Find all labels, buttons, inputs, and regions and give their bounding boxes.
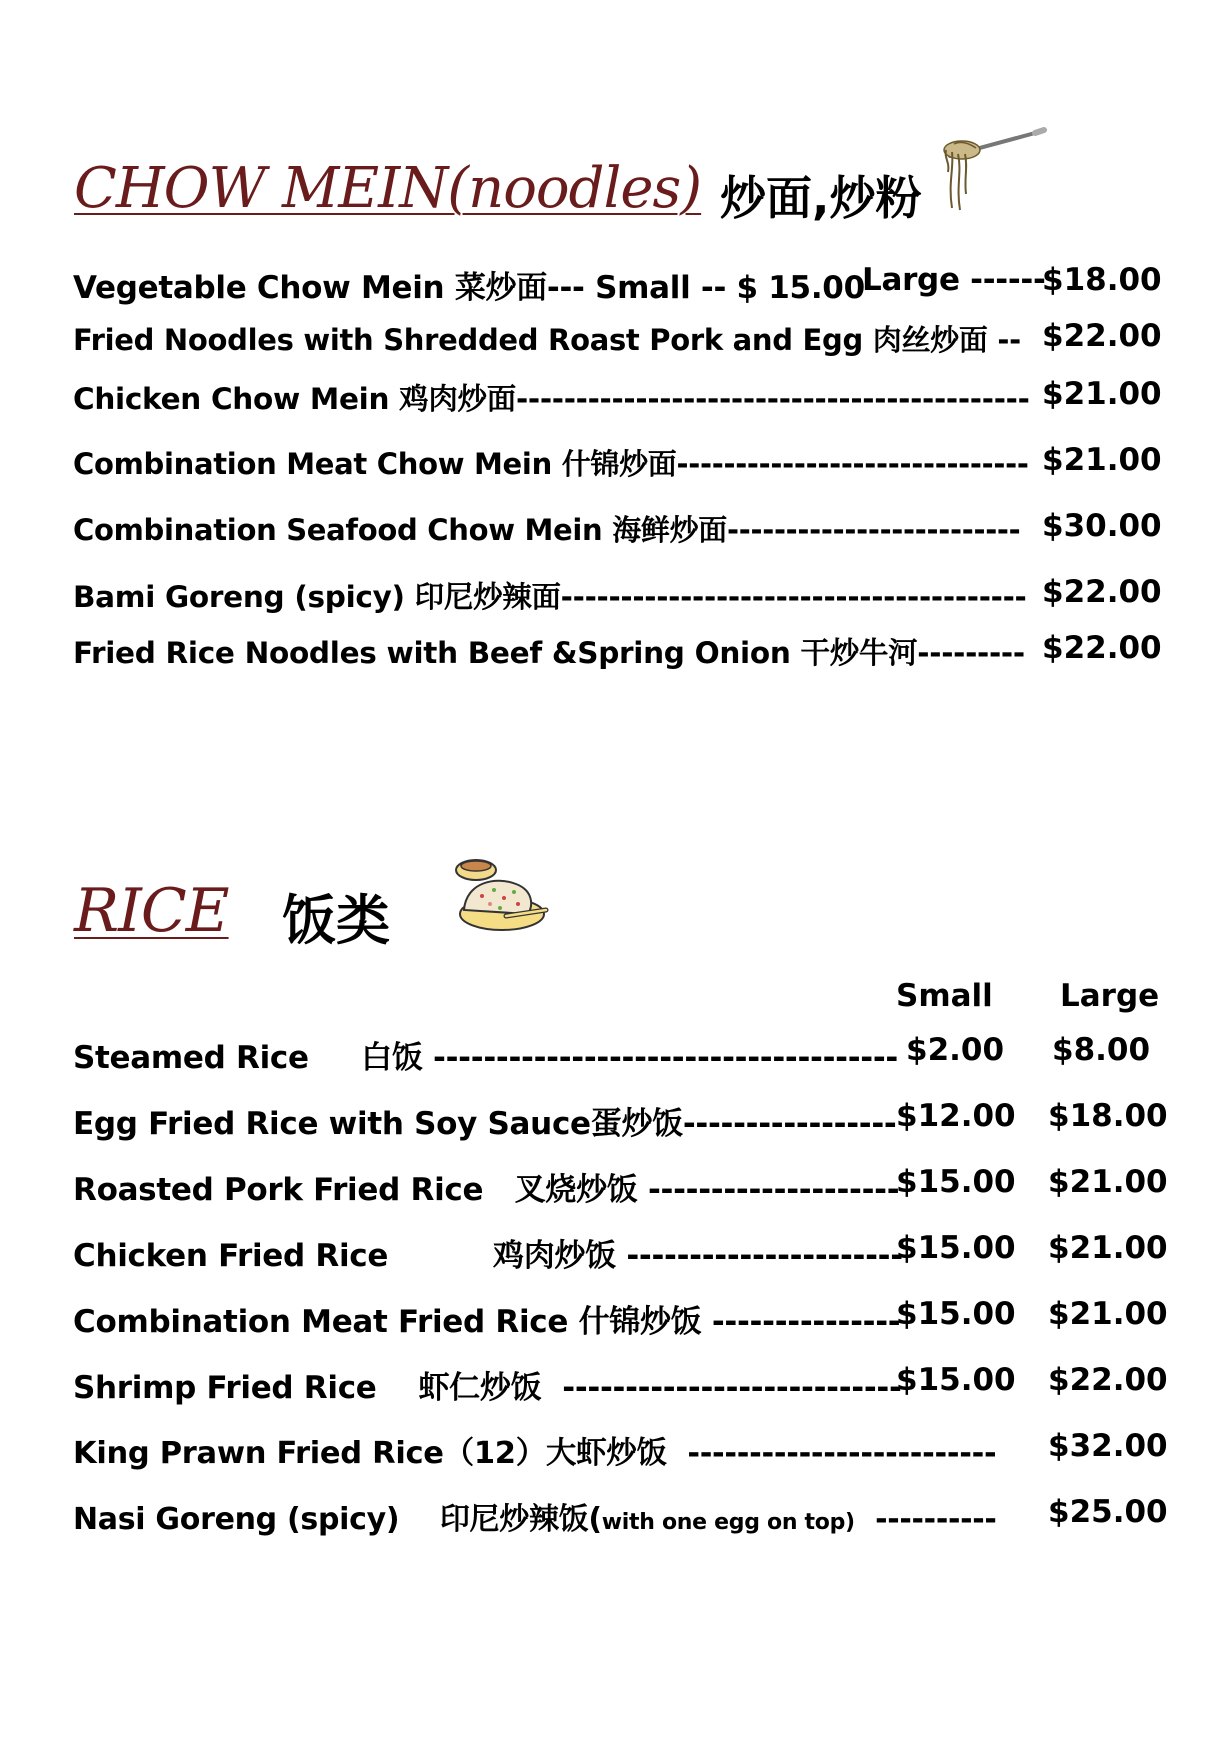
price-small: $15.00: [896, 1362, 1016, 1398]
price-large: $21.00: [1048, 1296, 1168, 1332]
list-item: Shrimp Fried Rice 虾仁炒饭 ---------------------------: [73, 1370, 902, 1406]
list-item-extra: Large ------: [862, 262, 1046, 298]
column-header-large: Large: [1060, 978, 1160, 1014]
list-item-price: $22.00: [1042, 630, 1162, 666]
list-item: Fried Rice Noodles with Beef &Spring Onion 干炒牛河---------: [73, 636, 1025, 670]
price-small: $15.00: [896, 1164, 1016, 1200]
rice-title: RICE: [74, 876, 229, 946]
list-item: Combination Meat Chow Mein 什锦炒面------------------------------: [73, 447, 1029, 481]
rice-title-cn: 饭类: [282, 889, 390, 952]
price-large: $8.00: [1052, 1032, 1151, 1068]
price-small: $12.00: [896, 1098, 1016, 1134]
noodle-fork-icon: [940, 128, 1040, 218]
list-item: [73, 1494, 997, 1538]
list-item: Bami Goreng (spicy) 印尼炒辣面---------------------------------------: [73, 580, 1027, 614]
list-item: Vegetable Chow Mein 菜炒面--- Small -- $ 15.00: [73, 270, 865, 306]
list-item: Chicken Chow Mein 鸡肉炒面-------------------------------------------: [73, 382, 1030, 416]
list-item-price: $18.00: [1042, 262, 1162, 298]
price-large: $22.00: [1048, 1362, 1168, 1398]
list-item: Steamed Rice 白饭 -------------------------------------: [73, 1040, 899, 1076]
list-item-note: with one egg on top): [601, 1510, 855, 1535]
chow-mein-title: CHOW MEIN(noodles): [74, 156, 702, 221]
list-item-price: $22.00: [1042, 574, 1162, 610]
list-item: Egg Fried Rice with Soy Sauce蛋炒饭-----------------: [73, 1106, 897, 1142]
list-item-price: $22.00: [1042, 318, 1162, 354]
list-item-price: $21.00: [1042, 442, 1162, 478]
price-large: $21.00: [1048, 1164, 1168, 1200]
price-small: $15.00: [896, 1296, 1016, 1332]
price-small: $15.00: [896, 1230, 1016, 1266]
list-item: Roasted Pork Fried Rice 叉烧炒饭 --------------------: [73, 1172, 900, 1208]
list-item-dashes: ----------: [854, 1502, 997, 1537]
list-item-price: $21.00: [1042, 376, 1162, 412]
list-item: Chicken Fried Rice 鸡肉炒饭 ----------------------: [73, 1238, 903, 1274]
chow-mein-title-cn: 炒面,炒粉: [720, 171, 922, 225]
price-small: $2.00: [906, 1032, 1005, 1068]
price-large: $25.00: [1048, 1494, 1168, 1530]
list-item-price: $30.00: [1042, 508, 1162, 544]
list-item: King Prawn Fried Rice（12）大虾炒饭 -------------------------: [73, 1436, 997, 1471]
price-large: $21.00: [1048, 1230, 1168, 1266]
list-item: Fried Noodles with Shredded Roast Pork and Egg 肉丝炒面 --: [73, 323, 1021, 357]
list-item: Combination Meat Fried Rice 什锦炒饭 ---------------: [73, 1304, 901, 1340]
fried-rice-plate-icon: [446, 852, 550, 936]
list-item: Combination Seafood Chow Mein 海鲜炒面-------------------------: [73, 513, 1021, 547]
price-large: $32.00: [1048, 1428, 1168, 1464]
list-item-text: Nasi Goreng (spicy) 印尼炒辣饭(: [73, 1502, 602, 1537]
column-header-small: Small: [896, 978, 993, 1014]
price-large: $18.00: [1048, 1098, 1168, 1134]
